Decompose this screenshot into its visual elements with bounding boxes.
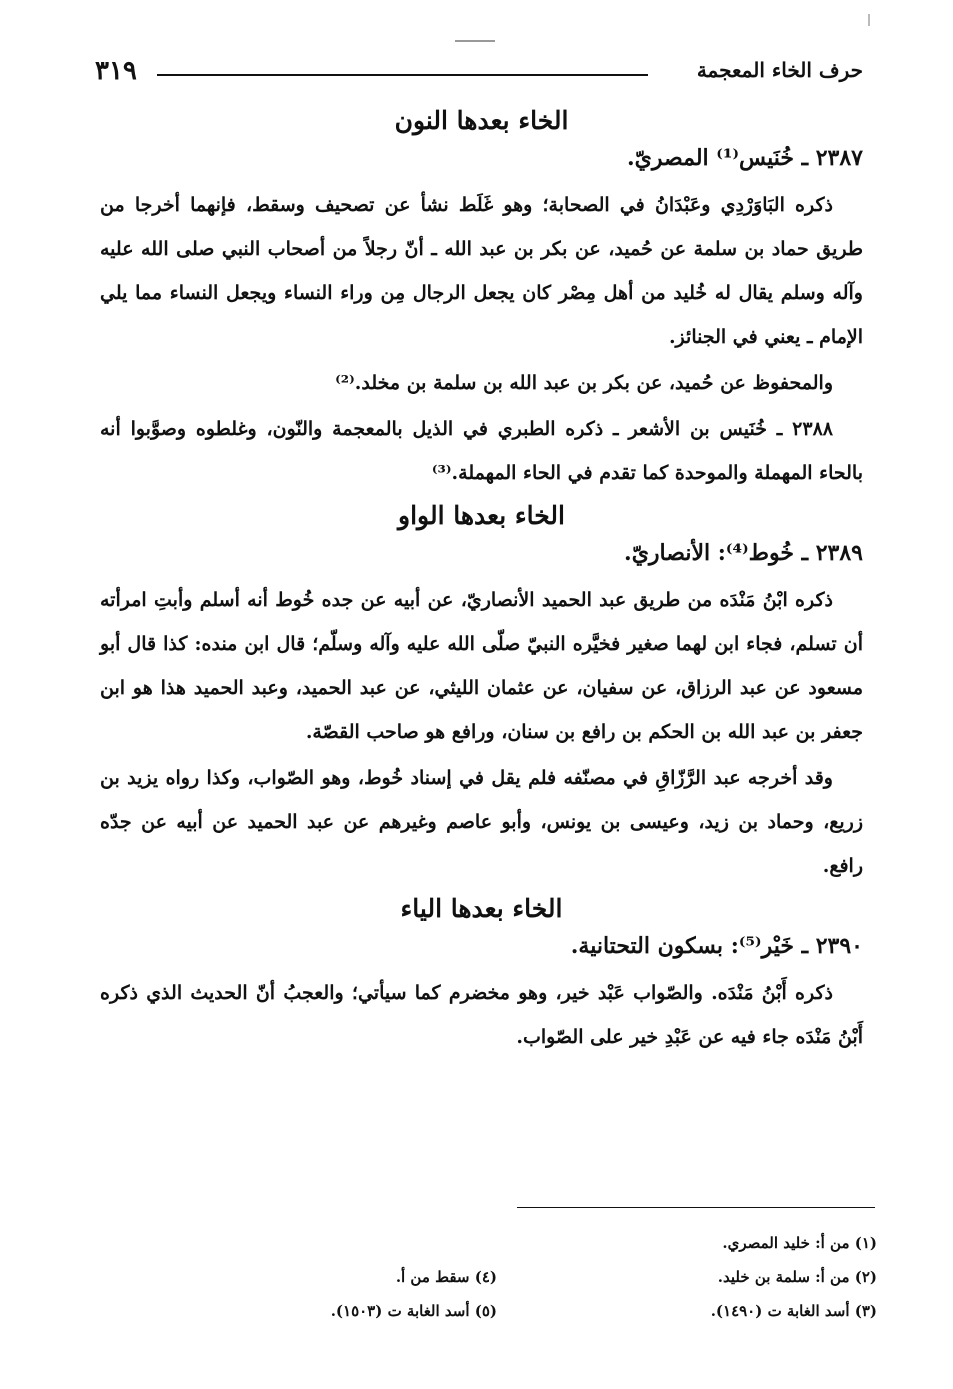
main-text xyxy=(100,100,863,1061)
section-heading: الخاء بعدها النون xyxy=(394,106,569,135)
paragraph: ذكره البَاوَرْدِي وعَبْدَانُ في الصحابة؛ وهو غَلَط نشأ عن تصحيف وسقط، فإنهما أخرجا من طريق حماد بن سلمة عن حُميد، عن بكر بن عبد الله ـ أنّ رجلاً من أصحاب النبي صلى الله عليه وآله وسلم يقال له خُليد من أهل مِصْر كان يجعل الرجال مِن وراء النساء ويجعل النساء مما يلي الإمام ـ يعني في الجنائز. xyxy=(100,194,863,348)
footnote-column-left xyxy=(137,1260,497,1328)
footnote: (١) من أ: خليد المصري. xyxy=(722,1234,877,1252)
entry-title: ٢٣٩٠ ـ خَيْر⁽⁵⁾: بسكون التحتانية. xyxy=(570,933,863,959)
page-number: ٣١٩ xyxy=(95,56,137,86)
scan-mark xyxy=(868,14,870,26)
section-heading: الخاء بعدها الواو xyxy=(398,501,565,530)
chapter-title: حرف الخاء المعجمة xyxy=(696,58,863,82)
paragraph: وقد أخرجه عبد الرَّزّاقِ في مصنّفه فلم يقل في إسناد خُوط، وهو الصّواب، وكذا رواه يزيد بن زريع، وحماد بن زيد، وعيسى بن يونس، وأبو عاصم وغيرهم عن عبد الحميد عن أبيه عن جدّه رافع. xyxy=(100,767,863,877)
paragraph: ذكره ابْنُ مَنْدَه من طريق عبد الحميد الأنصاريّ، عن أبيه عن جده خُوط أنه أسلم وأبتِ امرأته أن تسلم، فجاء ابن لهما صغير فخيَّره النبيّ صلّى الله عليه وآله وسلّم؛ قال ابن منده: كذا قال أبو مسعود عن عبد الرزاق، عن سفيان، عن عثمان الليثي، عن عبد الحميد، وعبد الحميد هذا هو ابن جعفر بن عبد الله بن الحكم بن رافع بن سنان، ورافع هو صاحب القصّة. xyxy=(100,589,863,743)
header-rule xyxy=(157,74,648,76)
scan-mark xyxy=(455,40,495,42)
entry-title: ٢٣٨٩ ـ خُوط⁽⁴⁾: الأنصاريّ. xyxy=(624,540,863,566)
paragraph: والمحفوظ عن حُميد، عن بكر بن عبد الله بن سلمة بن مخلد.⁽²⁾ xyxy=(335,372,833,394)
footnote: (٤) سقط من أ. xyxy=(395,1268,497,1286)
footnote-column-right xyxy=(497,1226,877,1328)
footnote-rule xyxy=(517,1207,875,1208)
paragraph: ذكره أَبْنُ مَنْدَه. والصّواب عَبْد خير، وهو مخضرم كما سيأتي؛ والعجبُ أنّ الحديث الذي ذكره أَبْنُ مَنْدَه جاء فيه عن عَبْدِ خير على الصّواب. xyxy=(100,982,863,1048)
entry-title: ٢٣٨٧ ـ خُنَيس⁽¹⁾ المصريّ. xyxy=(627,145,863,171)
footnote: (٥) أسد الغابة ت (١٥٠٣). xyxy=(330,1302,497,1320)
running-header xyxy=(95,56,863,88)
footnote: (٢) من أ: سلمة بن خليد. xyxy=(717,1268,877,1286)
section-heading: الخاء بعدها الياء xyxy=(400,894,563,923)
footnote: (٣) أسد الغابة ت (١٤٩٠). xyxy=(710,1302,877,1320)
paragraph: ٢٣٨٨ ـ خُنَيس بن الأشعر ـ ذكره الطبري في الذيل بالمعجمة والنّون، وغلطوه وصوَّبوا أنه بالحاء المهملة والموحدة كما تقدم في الحاء المهملة.⁽³⁾ xyxy=(100,418,863,484)
